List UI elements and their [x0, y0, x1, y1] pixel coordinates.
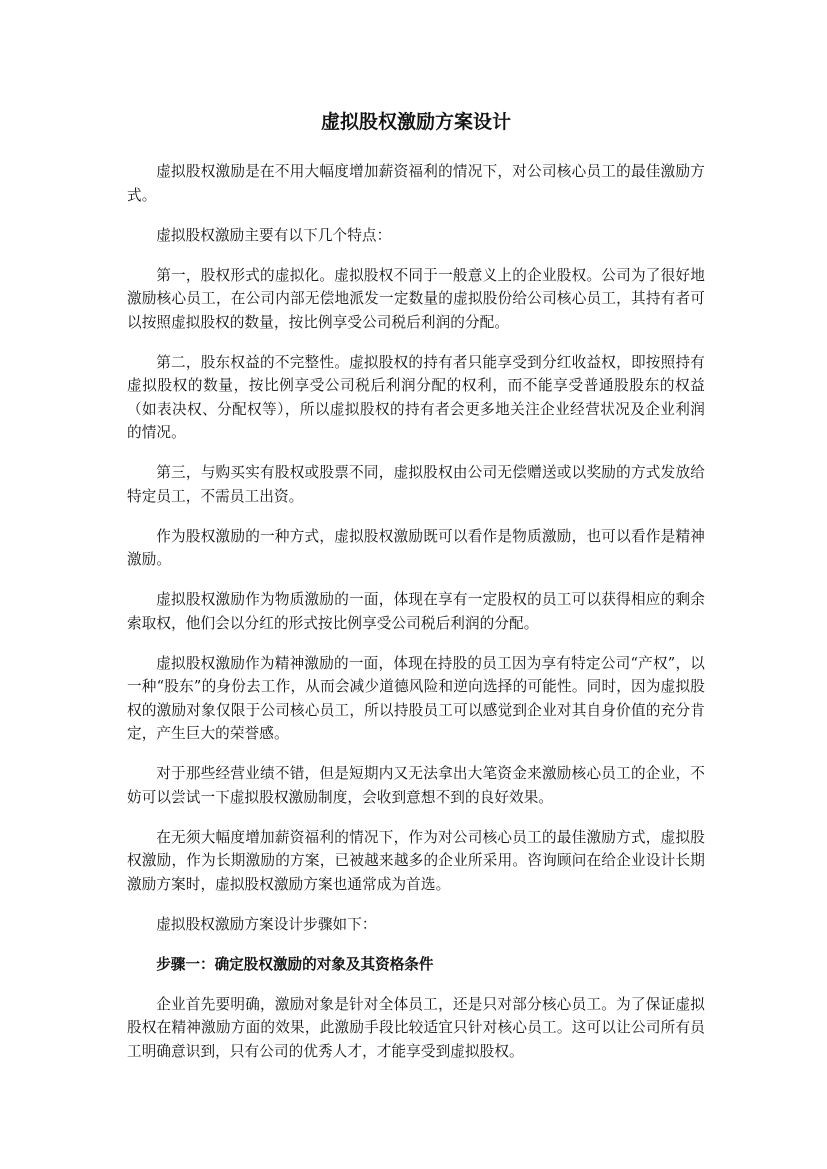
step-1-paragraph: 企业首先要明确，激励对象是针对全体员工，还是只对部分核心员工。为了保证虚拟股权在精神激励方面的效果，此激励手段比较适宜只针对核心员工。这可以让公司所有员工明确意识到，只有公司的优秀人才，才能享受到虚拟股权。 [127, 995, 705, 1060]
paragraph-incentive-types: 作为股权激励的一种方式，虚拟股权激励既可以看作是物质激励，也可以看作是精神激励。 [127, 527, 705, 568]
paragraph-long-term: 在无须大幅度增加薪资福利的情况下，作为对公司核心员工的最佳激励方式，虚拟股权激励，作为长期激励的方案，已被越来越多的企业所采用。咨询顾问在给企业设计长期激励方案时，虚拟股权激励方案也通常成为首选。 [127, 828, 705, 893]
paragraph-feature-2: 第二，股东权益的不完整性。虚拟股权的持有者只能享受到分红收益权，即按照持有虚拟股权的数量，按比例享受公司税后利润分配的权利，而不能享受普通股股东的权益（如表决权、分配权等），所以虚拟股权的持有者会更多地关注企业经营状况及企业利润的情况。 [127, 353, 705, 441]
document-body [127, 108, 705, 1080]
paragraph-features-lead: 虚拟股权激励主要有以下几个特点： [156, 226, 392, 244]
paragraph-material-incentive: 虚拟股权激励作为物质激励的一面，体现在享有一定股权的员工可以获得相应的剩余索取权，他们会以分红的形式按比例享受公司税后利润的分配。 [127, 591, 705, 632]
paragraph-feature-1: 第一，股权形式的虚拟化。虚拟股权不同于一般意义上的企业股权。公司为了很好地激励核心员工，在公司内部无偿地派发一定数量的虚拟股份给公司核心员工，其持有者可以按照虚拟股权的数量，按比例享受公司税后利润的分配。 [127, 266, 705, 331]
step-1-heading: 步骤一：确定股权激励的对象及其资格条件 [156, 955, 434, 973]
paragraph-feature-3: 第三，与购买实有股权或股票不同，虚拟股权由公司无偿赠送或以奖励的方式发放给特定员工，不需员工出资。 [127, 464, 705, 505]
document-title: 虚拟股权激励方案设计 [320, 111, 511, 133]
paragraph-recommendation: 对于那些经营业绩不错，但是短期内又无法拿出大笔资金来激励核心员工的企业，不妨可以尝试一下虚拟股权激励制度，会收到意想不到的良好效果。 [127, 765, 705, 806]
paragraph-spiritual-incentive: 虚拟股权激励作为精神激励的一面，体现在持股的员工因为享有特定公司“产权”，以一种“股东”的身份去工作，从而会减少道德风险和逆向选择的可能性。同时，因为虚拟股权的激励对象仅限于公司核心员工，所以持股员工可以感觉到企业对其自身价值的充分肯定，产生巨大的荣誉感。 [127, 654, 705, 742]
paragraph-intro: 虚拟股权激励是在不用大幅度增加薪资福利的情况下，对公司核心员工的最佳激励方式。 [127, 163, 705, 204]
paragraph-steps-lead: 虚拟股权激励方案设计步骤如下： [156, 915, 377, 933]
